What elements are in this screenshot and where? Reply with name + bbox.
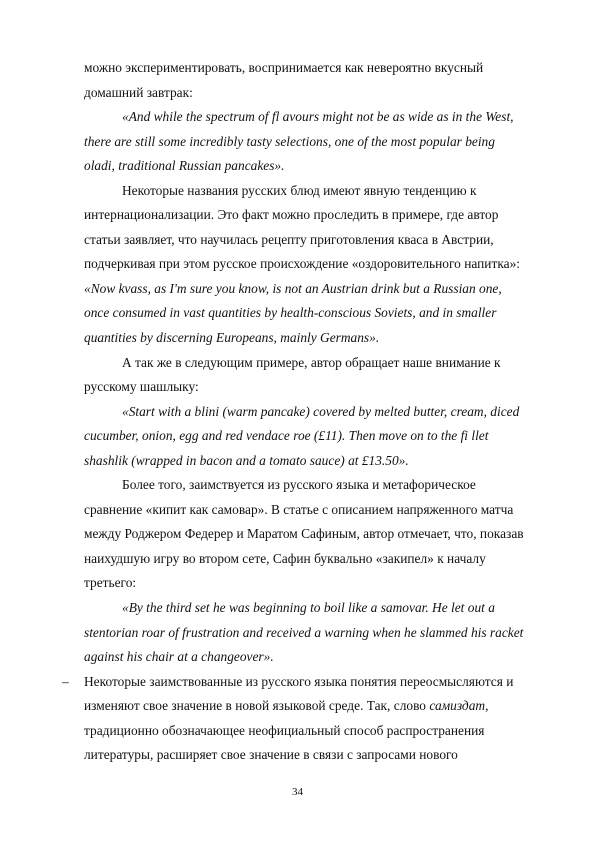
quote-line: oladi, traditional Russian pancakes». <box>84 158 285 174</box>
text-line: подчеркивая при этом русское происхождение «оздоровительного напитка»: <box>84 256 520 272</box>
text-line: Некоторые названия русских блюд имеют явную тенденцию к <box>122 182 477 198</box>
quote-line: there are still some incredibly tasty selections, one of the most popular being <box>84 133 495 149</box>
quote-line: stentorian roar of frustration and received a warning when he slammed his racket <box>84 624 524 640</box>
quote-line: «By the third set he was beginning to boil like a samovar. He let out a <box>122 600 495 616</box>
quote-line: against his chair at a changeover». <box>84 649 274 665</box>
text-line: домашний завтрак: <box>84 84 193 100</box>
bullet-line-2-text: изменяют свое значение в новой языковой среде. Так, слово <box>84 698 430 714</box>
bullet-line-4: литературы, расширяет свое значение в связи с запросами нового <box>84 747 458 763</box>
page-number: 34 <box>292 786 303 798</box>
text-line: статьи заявляет, что научилась рецепту приготовления кваса в Австрии, <box>84 231 494 247</box>
quote-line: cucumber, onion, egg and red vendace roe (£11). Then move on to the fi llet <box>84 428 489 444</box>
quote-line: «Now kvass, as I'm sure you know, is not an Austrian drink but a Russian one, <box>84 280 502 296</box>
text-line: третьего: <box>84 575 137 591</box>
paragraph-lines <box>84 56 524 670</box>
bullet-dash: – <box>62 673 69 689</box>
bullet-paragraph <box>62 670 524 768</box>
text-line: между Роджером Федерер и Маратом Сафиным, автор отмечает, что, показав <box>84 526 524 542</box>
bullet-line-2-comma: , <box>485 698 489 714</box>
body-text <box>62 56 524 768</box>
quote-line: quantities by discerning Europeans, mainly Germans». <box>84 330 380 346</box>
text-line: Более того, заимствуется из русского языка и метафорическое <box>122 477 476 493</box>
text-line: сравнение «кипит как самовар». В статье с описанием напряженного матча <box>84 501 514 517</box>
quote-line: shashlik (wrapped in bacon and a tomato sauce) at £13.50». <box>84 452 409 468</box>
bullet-line-1: Некоторые заимствованные из русского языка понятия переосмысляются и <box>84 673 514 689</box>
samizdat-word: самиздат <box>429 698 486 714</box>
bullet-line-3: традиционно обозначающее неофициальный способ распространения <box>84 722 485 738</box>
text-line: интернационализации. Это факт можно проследить в примере, где автор <box>84 207 499 223</box>
text-line: русскому шашлыку: <box>84 379 199 395</box>
text-line: А так же в следующим примере, автор обращает наше внимание к <box>122 354 501 370</box>
bullet-line-2 <box>84 694 524 719</box>
quote-line: «Start with a blini (warm pancake) covered by melted butter, cream, diced <box>122 403 520 419</box>
text-line: наихудшую игру во втором сете, Сафин буквально «закипел» к началу <box>84 550 486 566</box>
quote-line: once consumed in vast quantities by health-conscious Soviets, and in smaller <box>84 305 497 321</box>
quote-line: «And while the spectrum of fl avours might not be as wide as in the West, <box>122 109 514 125</box>
text-line: можно экспериментировать, воспринимается как невероятно вкусный <box>84 60 484 75</box>
